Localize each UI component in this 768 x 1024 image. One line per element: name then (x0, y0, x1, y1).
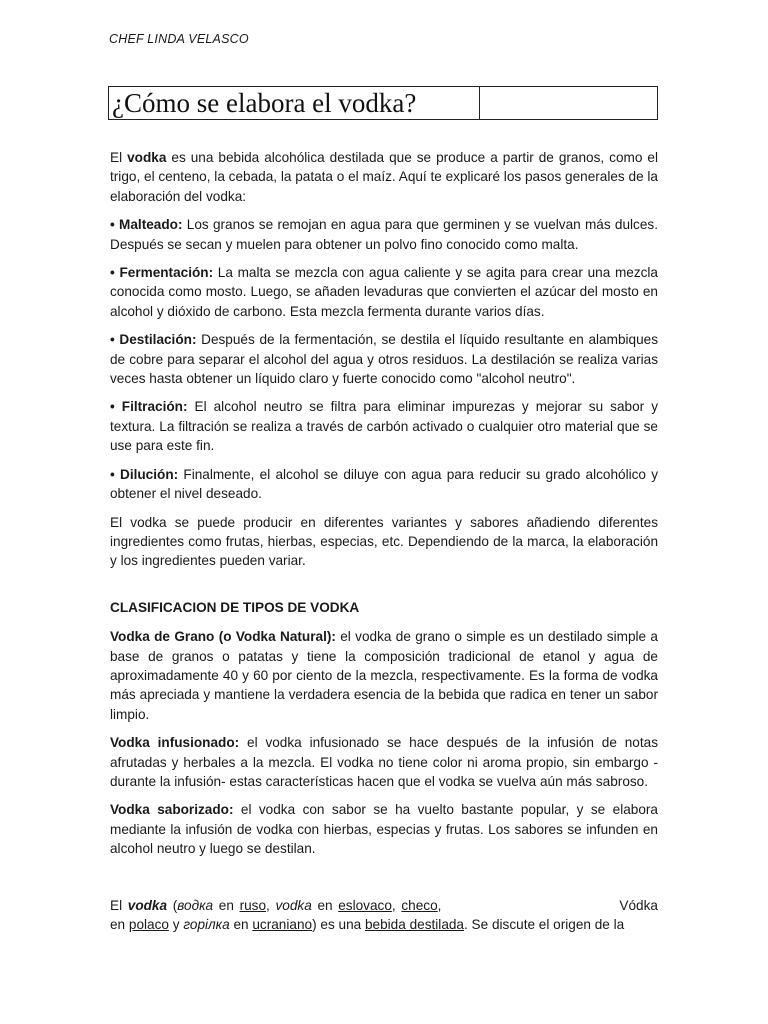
wiki-term-russian: водка (177, 897, 214, 913)
step-text: Después de la fermentación, se destila el líquido resultante en alambiques de cobre para separar el alcohol del agua y otros residuos. La destilación se realiza varias veces hasta obtener un líquido claro y fuerte conocido como "alcohol neutro". (110, 332, 658, 387)
wiki-term-vodka-2: vodka (275, 897, 312, 913)
type-term: Vodka infusionado: (110, 735, 240, 751)
wiki-text: , (391, 897, 402, 913)
document-body (110, 148, 658, 943)
wiki-text: , (266, 897, 276, 913)
step-term: Destilación: (119, 332, 197, 348)
title-box (108, 86, 658, 120)
wiki-text: , (437, 897, 442, 913)
link-checo[interactable]: checo (401, 897, 438, 913)
type-text: el vodka con sabor se ha vuelto bastante popular, y se elabora mediante la infusión de vodka con hierbas, especias y frutas. Los sabores se infunden en alcohol neutro y luego se destilan. (110, 802, 658, 857)
bullet: • (110, 466, 120, 482)
link-polaco[interactable]: polaco (128, 917, 169, 932)
step-text: Los granos se remojan en agua para que germinen y se vuelvan más dulces. Después se secan y muelen para obtener un polvo fino conocido como malta. (110, 217, 658, 252)
wiki-text: . Se discute el origen de la (464, 917, 625, 932)
step-filtracion (110, 397, 658, 455)
wiki-text: en (229, 917, 253, 932)
wiki-paragraph (110, 896, 658, 935)
intro-text-c: es una bebida alcohólica destilada que se produce a partir de granos, como el trigo, el centeno, la cebada, la patata o el maíz. Aquí te explicaré los pasos generales de la elaboración del vodka: (110, 150, 658, 204)
wiki-text: en (110, 917, 129, 932)
type-term: Vodka saborizado: (110, 802, 234, 818)
step-text: La malta se mezcla con agua caliente y se agita para crear una mezcla conocida como mosto. Luego, se añaden levaduras que convierten el azúcar del mosto en alcohol y dióxido de carbono. Esta mezcla fermenta durante varios días. (110, 265, 658, 319)
step-term: Malteado: (119, 217, 183, 233)
type-text: el vodka de grano o simple es un destilado simple a base de granos o patatas y tiene la composición tradicional de etanol y agua de aproximadamente 40 y 60 por ciento de la mezcla, respectivamente. Es la forma de vodka más apreciada y mantiene la verdadera esencia de la bebida que radica en tener un sabor limpio. (110, 629, 658, 722)
bullet: • (110, 217, 120, 233)
bullet: • (110, 399, 122, 415)
intro-term-vodka: vodka (127, 150, 167, 165)
link-ucraniano[interactable]: ucraniano (252, 917, 313, 932)
intro-text-a: El (110, 150, 128, 165)
step-term: Filtración: (121, 399, 188, 415)
bullet: • (110, 265, 120, 281)
link-bebida-destilada[interactable]: bebida destilada (364, 917, 464, 932)
type-term: Vodka de Grano (o Vodka Natural): (110, 629, 336, 645)
intro-paragraph (110, 148, 658, 206)
link-eslovaco[interactable]: eslovaco (338, 897, 392, 913)
bullet: • (110, 332, 120, 348)
type-text: el vodka infusionado se hace después de la infusión de notas afrutadas y herbales a la mezcla. El vodka no tiene color ni aroma propio, sin embargo - durante la infusión- estas características hacen que el vodka se vuelva aún más sabroso. (110, 735, 658, 789)
step-malteado (110, 215, 658, 254)
type-saborizado (110, 800, 658, 858)
step-term: Fermentación: (119, 265, 214, 281)
step-text: Finalmente, el alcohol se diluye con agua para reducir su grado alcohólico y obtener el nivel deseado. (110, 466, 658, 502)
page-header-author: CHEF LINDA VELASCO (109, 32, 249, 46)
step-fermentacion (110, 263, 658, 321)
wiki-text: ( (167, 897, 178, 913)
wiki-text: y (168, 917, 184, 932)
page-title: ¿Cómo se elabora el vodka? (109, 87, 480, 119)
wiki-term-vodka-3: Vódka (619, 897, 658, 913)
wiki-text: ) es una (312, 917, 365, 932)
wiki-text: El (110, 897, 128, 913)
step-term: Dilución: (120, 466, 179, 482)
classification-heading: CLASIFICACION DE TIPOS DE VODKA (110, 599, 360, 615)
type-infusionado (110, 733, 658, 791)
step-destilacion (110, 330, 658, 388)
step-dilucion (110, 465, 658, 504)
wiki-term-vodka: vodka (127, 897, 168, 913)
link-ruso[interactable]: ruso (239, 897, 267, 913)
step-text: El alcohol neutro se filtra para eliminar impurezas y mejorar su sabor y textura. La filtración se realiza a través de carbón activado o cualquier otro material que se use para este fin. (110, 399, 658, 454)
wiki-text: en (311, 897, 339, 913)
wiki-term-ukrainian: горілка (183, 917, 230, 932)
wiki-text: en (213, 897, 240, 913)
closing-paragraph: El vodka se puede producir en diferentes variantes y sabores añadiendo diferentes ingredientes como frutas, hierbas, especias, etc. Dependiendo de la marca, la elaboración y los ingredientes pueden variar. (110, 514, 658, 569)
type-grano (110, 627, 658, 724)
